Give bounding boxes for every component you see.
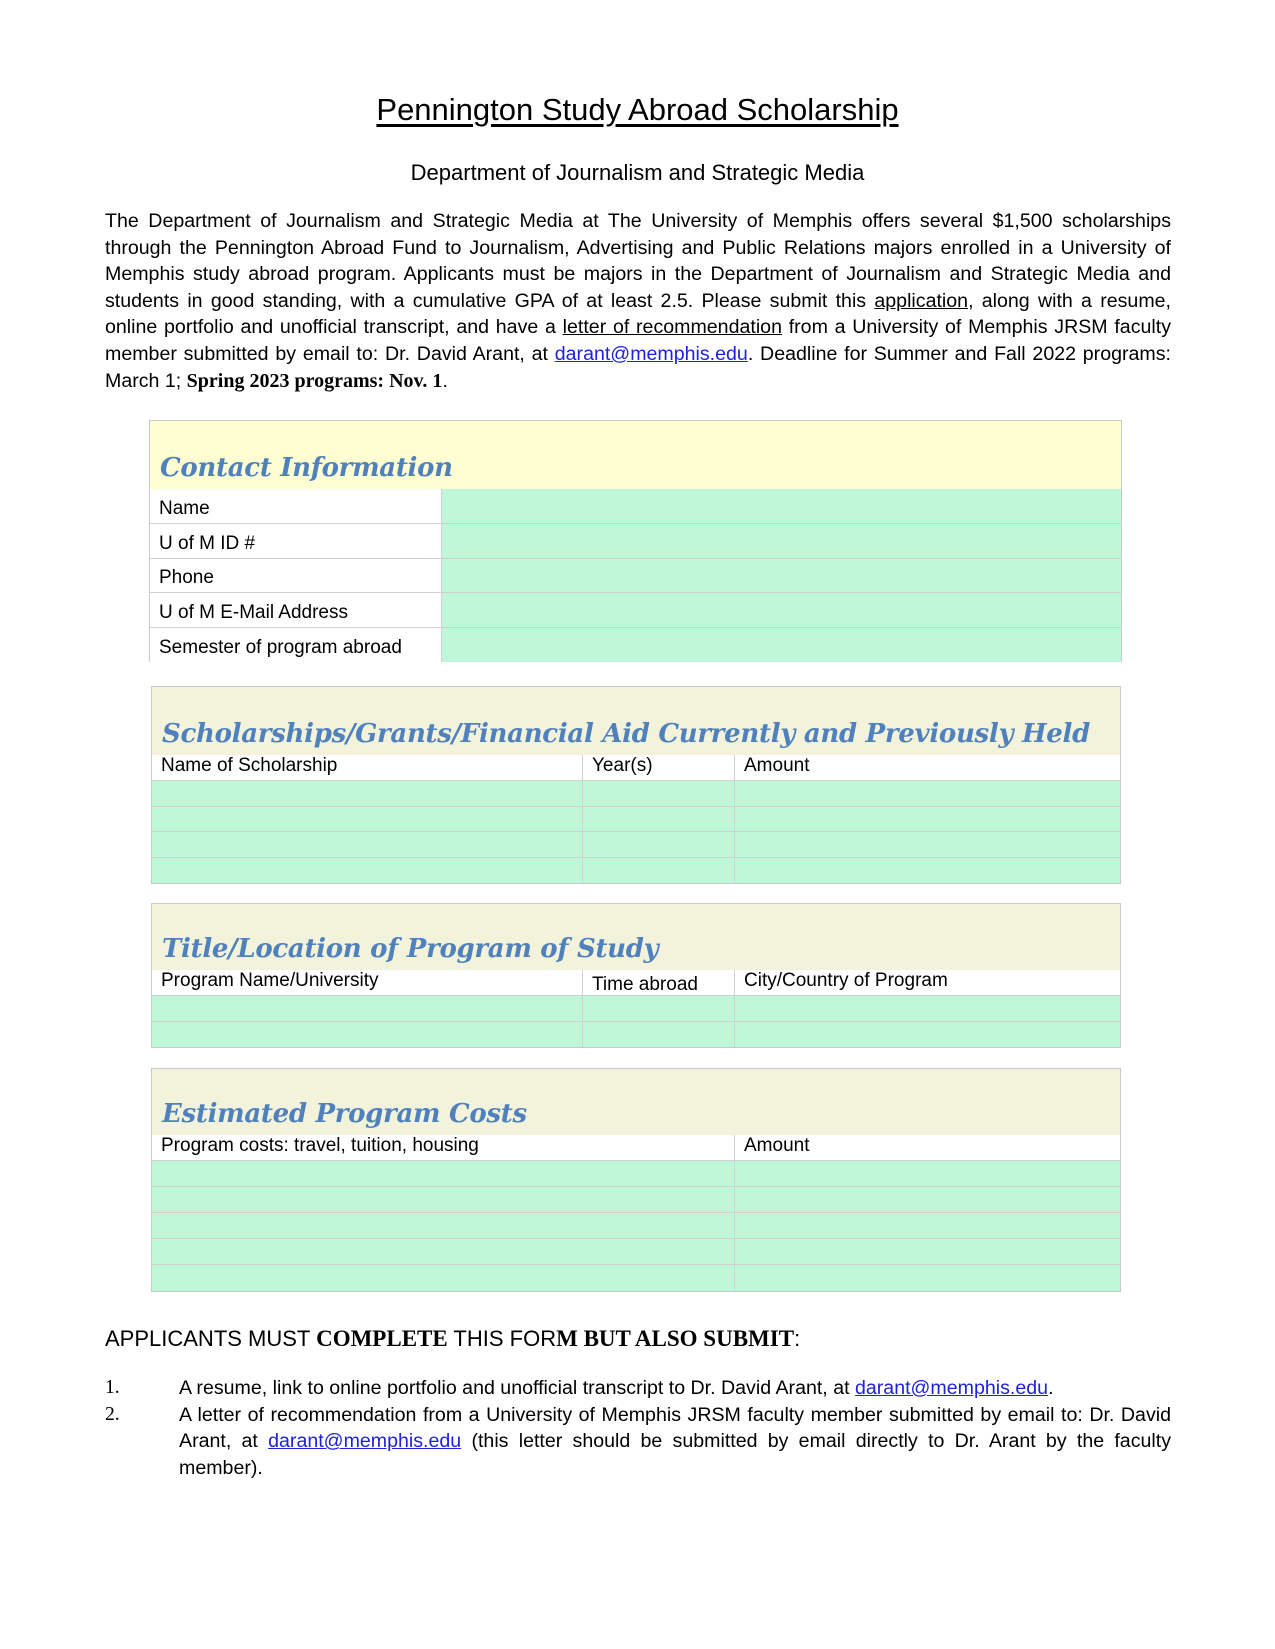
program-name-input[interactable] [152,996,583,1022]
program-name-input[interactable] [152,1022,583,1047]
intro-text: . Deadline for Summer and Fall 2022 programs: March 1; [105,342,1171,392]
intro-paragraph [105,208,1171,394]
form-row-phone [150,559,1121,593]
column-header: City/Country of Program [735,970,1120,996]
cost-amount-input[interactable] [735,1187,1120,1213]
column-header: Amount [735,1135,1120,1161]
scholarship-years-input[interactable] [583,807,735,832]
table-row [152,1187,1120,1213]
cost-item-input[interactable] [152,1239,735,1265]
contact-information-section [149,420,1122,662]
letter-of-recommendation-link[interactable]: letter of recommendation [562,316,782,339]
field-label: Semester of program abroad [150,628,442,662]
field-label: Phone [150,559,442,593]
section-heading: Estimated Program Costs [162,1099,527,1129]
section-header [152,687,1120,755]
scholarship-name-input[interactable] [152,781,583,807]
table-row [152,1161,1120,1187]
page-subtitle: Department of Journalism and Strategic Media [410,160,865,185]
phone-input[interactable] [442,559,1121,593]
email-link[interactable]: darant@memphis.edu [854,1377,1049,1399]
time-abroad-input[interactable] [583,1022,735,1047]
time-abroad-input[interactable] [583,996,735,1022]
form-row-name [150,489,1121,524]
spring-deadline: Spring 2023 programs: Nov. 1 [186,369,443,392]
scholarship-name-input[interactable] [152,858,583,883]
submission-requirements-list [105,1375,1171,1481]
scholarship-amount-input[interactable] [735,832,1120,858]
column-header: Amount [735,755,1120,781]
name-input[interactable] [442,489,1121,524]
table-row [152,832,1120,858]
form-row-email [150,593,1121,628]
table-row [152,858,1120,883]
cost-amount-input[interactable] [735,1213,1120,1239]
form-row-semester [150,628,1121,662]
application-link[interactable]: application [874,289,969,312]
cost-item-input[interactable] [152,1213,735,1239]
cost-amount-input[interactable] [735,1265,1120,1291]
section-heading: Contact Information [160,453,453,483]
scholarship-years-input[interactable] [583,832,735,858]
scholarships-section [151,686,1121,884]
program-city-input[interactable] [735,996,1120,1022]
column-header: Program Name/University [152,970,583,996]
list-number: 2. [105,1403,120,1425]
section-heading: Scholarships/Grants/Financial Aid Currently and Previously Held [162,719,1090,749]
table-row [152,781,1120,807]
scholarship-years-input[interactable] [583,781,735,807]
intro-text: . [442,369,448,392]
table-row [152,1022,1120,1047]
email-link[interactable]: darant@memphis.edu [554,342,748,365]
section-header [150,421,1121,489]
id-input[interactable] [442,524,1121,559]
scholarship-name-input[interactable] [152,832,583,858]
cost-amount-input[interactable] [735,1239,1120,1265]
intro-text: from a University of Memphis JRSM faculty member submitted by email to: Dr. David Arant, at [105,316,1171,365]
program-city-input[interactable] [735,1022,1120,1047]
table-row [152,996,1120,1022]
section-header [152,904,1120,970]
email-input[interactable] [442,593,1121,628]
table-row [152,1213,1120,1239]
table-header-row [152,1135,1120,1161]
list-number: 1. [105,1377,120,1398]
table-row [152,1265,1120,1291]
program-of-study-section [151,903,1121,1048]
submission-requirements-heading: APPLICANTS MUST COMPLETE THIS FORM BUT ALSO SUBMIT: [105,1326,801,1351]
list-item: 2. A letter of recommendation from a University of Memphis JRSM faculty member submitted by email to: Dr. David Arant, at darant@memphis.edu (this letter should be submitted by email directly to Dr. Arant by the faculty member). [105,1403,1171,1479]
page-title: Pennington Study Abroad Scholarship [376,92,899,127]
estimated-costs-section [151,1068,1121,1292]
column-header: Name of Scholarship [152,755,583,781]
column-header: Year(s) [583,755,735,781]
column-header: Time abroad [583,970,735,996]
cost-amount-input[interactable] [735,1161,1120,1187]
email-link[interactable]: darant@memphis.edu [268,1430,462,1453]
cost-item-input[interactable] [152,1161,735,1187]
list-item: 1. A resume, link to online portfolio and unofficial transcript to Dr. David Arant, at darant@memphis.edu. [105,1375,1171,1402]
scholarship-amount-input[interactable] [735,807,1120,832]
section-heading: Title/Location of Program of Study [162,934,659,964]
table-row [152,807,1120,832]
scholarship-amount-input[interactable] [735,858,1120,883]
intro-text: The Department of Journalism and Strategic Media at The University of Memphis offers several $1,500 scholarships through the Pennington Abroad Fund to Journalism, Advertising and Public Relations majors enrolled in a University of Memphis study abroad program. Applicants must be majors in the Department of Journalism and Strategic Media and students in good standing, with a cumulative GPA of at least 2.5. Please submit this [105,210,1171,312]
scholarship-amount-input[interactable] [735,781,1120,807]
field-label: U of M ID # [150,524,442,559]
semester-input[interactable] [442,628,1121,662]
cost-item-input[interactable] [152,1265,735,1291]
column-header: Program costs: travel, tuition, housing [152,1135,735,1161]
table-header-row [152,755,1120,781]
form-row-id [150,524,1121,559]
table-header-row [152,970,1120,996]
field-label: U of M E-Mail Address [150,593,442,628]
intro-text: , along with a resume, online portfolio and unofficial transcript, and have a [105,289,1171,339]
scholarship-name-input[interactable] [152,807,583,832]
cost-item-input[interactable] [152,1187,735,1213]
field-label: Name [150,489,442,524]
section-header [152,1069,1120,1135]
scholarship-years-input[interactable] [583,858,735,883]
table-row [152,1239,1120,1265]
